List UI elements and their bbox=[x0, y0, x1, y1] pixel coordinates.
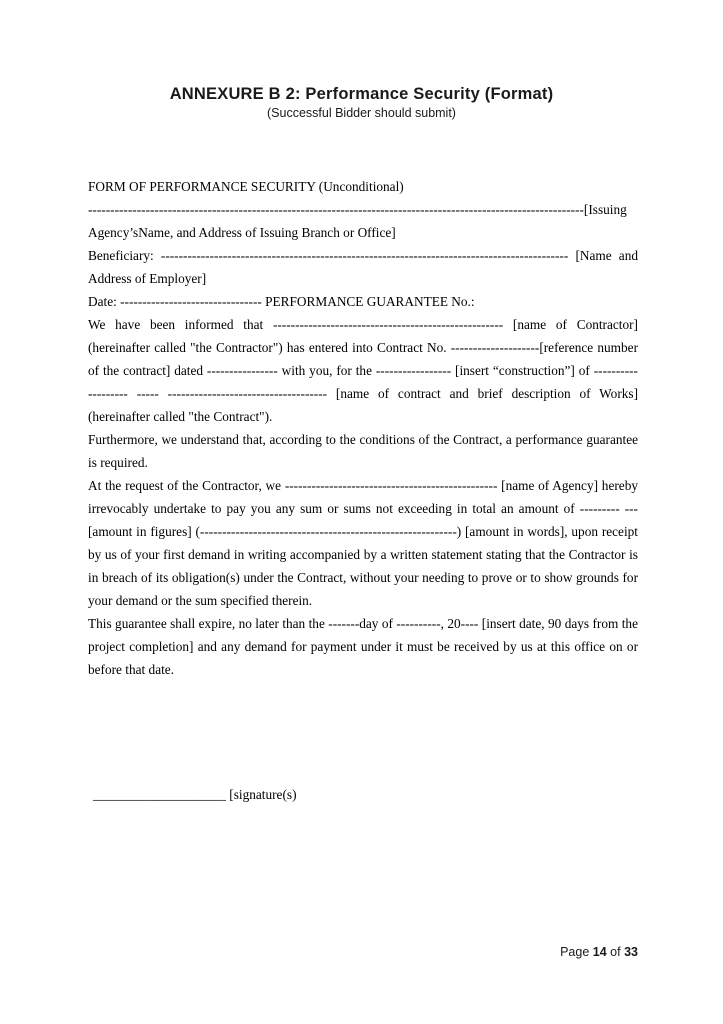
body-line: project completion] and any demand for payment under it must be received by us at this office on or bbox=[88, 639, 638, 654]
body-line: (hereinafter called "the Contract"). bbox=[88, 409, 273, 424]
date-guarantee-line: Date: -------------------------------- PERFORMANCE GUARANTEE No.: bbox=[88, 294, 475, 309]
body-line: your demand or the sum specified therein. bbox=[88, 593, 313, 608]
body-line: of the contract] dated ---------------- with you, for the ----------------- [insert “construction”] of ---------- bbox=[88, 363, 638, 378]
body-line: Furthermore, we understand that, according to the conditions of the Contract, a performance guarantee bbox=[88, 432, 638, 447]
signature-line: ____________________ [signature(s) bbox=[93, 787, 297, 802]
beneficiary-line-2: Address of Employer] bbox=[88, 271, 207, 286]
form-body bbox=[88, 175, 638, 806]
body-line: by us of your first demand in writing accompanied by a written statement stating that the Contractor is bbox=[88, 547, 638, 562]
issuing-agency-line: ----------------------------------------------------------------------------------------------------------------[Issuing bbox=[88, 202, 627, 217]
page-number-footer bbox=[560, 944, 638, 960]
body-line: in breach of its obligation(s) under the Contract, without your needing to prove or to show grounds for bbox=[88, 570, 638, 585]
body-line: irrevocably undertake to pay you any sum or sums not exceeding in total an amount of --------- --- bbox=[88, 501, 638, 516]
issuing-agency-line-2: Agency’sName, and Address of Issuing Branch or Office] bbox=[88, 225, 396, 240]
current-page-number: 14 bbox=[592, 945, 607, 959]
body-line: is required. bbox=[88, 455, 148, 470]
beneficiary-line: Beneficiary: -------------------------------------------------------------------------------------------- [Name and bbox=[88, 248, 638, 263]
annexure-subtitle: (Successful Bidder should submit) bbox=[267, 106, 456, 120]
body-line: --------- ----- ------------------------------------ [name of contract and brief description of Works] bbox=[88, 386, 638, 401]
body-line: We have been informed that ---------------------------------------------------- [name of Contractor] bbox=[88, 317, 638, 332]
document-header bbox=[0, 84, 723, 122]
page-label: Page bbox=[560, 945, 590, 959]
body-line: This guarantee shall expire, no later than the -------day of ----------, 20---- [insert date, 90 days from the bbox=[88, 616, 638, 631]
body-line: [amount in figures] (----------------------------------------------------------) [amount in words], upon receipt bbox=[88, 524, 638, 539]
form-heading-line: FORM OF PERFORMANCE SECURITY (Unconditional) bbox=[88, 179, 404, 194]
body-line: before that date. bbox=[88, 662, 175, 677]
annexure-title: ANNEXURE B 2: Performance Security (Format) bbox=[169, 85, 554, 103]
body-line: At the request of the Contractor, we ------------------------------------------------ [name of Agency] hereby bbox=[88, 478, 638, 493]
body-line: (hereinafter called "the Contractor") has entered into Contract No. --------------------[reference number bbox=[88, 340, 638, 355]
total-page-count: 33 bbox=[624, 945, 638, 959]
of-label: of bbox=[610, 945, 621, 959]
